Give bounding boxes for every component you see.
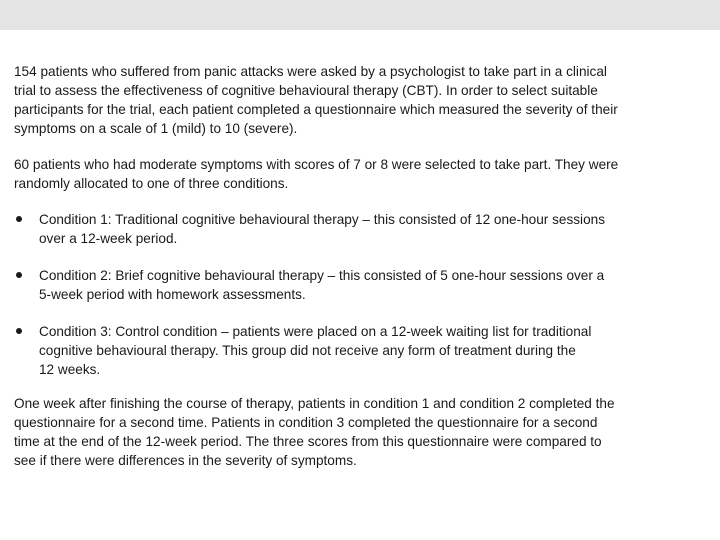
intro-paragraph	[14, 62, 710, 138]
selection-paragraph	[14, 155, 710, 193]
text-line: symptoms on a scale of 1 (mild) to 10 (severe).	[14, 121, 298, 136]
text-line: cognitive behavioural therapy. This group did not receive any form of treatment during the	[39, 343, 576, 358]
condition-item-3	[14, 322, 710, 379]
text-line: 5-week period with homework assessments.	[39, 287, 306, 302]
text-line: Condition 3: Control condition – patients were placed on a 12-week waiting list for traditional	[39, 324, 592, 339]
condition-item-2	[14, 266, 710, 304]
conditions-list	[14, 210, 710, 379]
text-line: questionnaire for a second time. Patients in condition 3 completed the questionnaire for a second	[14, 415, 598, 430]
text-line: Condition 1: Traditional cognitive behavioural therapy – this consisted of 12 one-hour sessions	[39, 212, 605, 227]
condition-item-1	[14, 210, 710, 248]
text-line: Condition 2: Brief cognitive behavioural therapy – this consisted of 5 one-hour sessions over a	[39, 268, 605, 283]
bullet-icon	[16, 328, 22, 334]
text-line: see if there were differences in the severity of symptoms.	[14, 453, 357, 468]
text-line: randomly allocated to one of three conditions.	[14, 176, 289, 191]
text-line: time at the end of the 12-week period. The three scores from this questionnaire were compared to	[14, 434, 602, 449]
text-line: One week after finishing the course of therapy, patients in condition 1 and condition 2 completed the	[14, 396, 615, 411]
text-line: trial to assess the effectiveness of cognitive behavioural therapy (CBT). In order to select suitable	[14, 83, 598, 98]
slide-header-band	[0, 0, 720, 30]
text-line: 60 patients who had moderate symptoms with scores of 7 or 8 were selected to take part. They were	[14, 157, 619, 172]
followup-paragraph	[14, 394, 710, 470]
text-line: 12 weeks.	[39, 362, 101, 377]
text-line: over a 12-week period.	[39, 231, 178, 246]
slide-body	[14, 62, 710, 470]
bullet-icon	[16, 216, 22, 222]
bullet-icon	[16, 272, 22, 278]
text-line: participants for the trial, each patient completed a questionnaire which measured the severity of their	[14, 102, 618, 117]
text-line: 154 patients who suffered from panic attacks were asked by a psychologist to take part in a clinical	[14, 64, 607, 79]
